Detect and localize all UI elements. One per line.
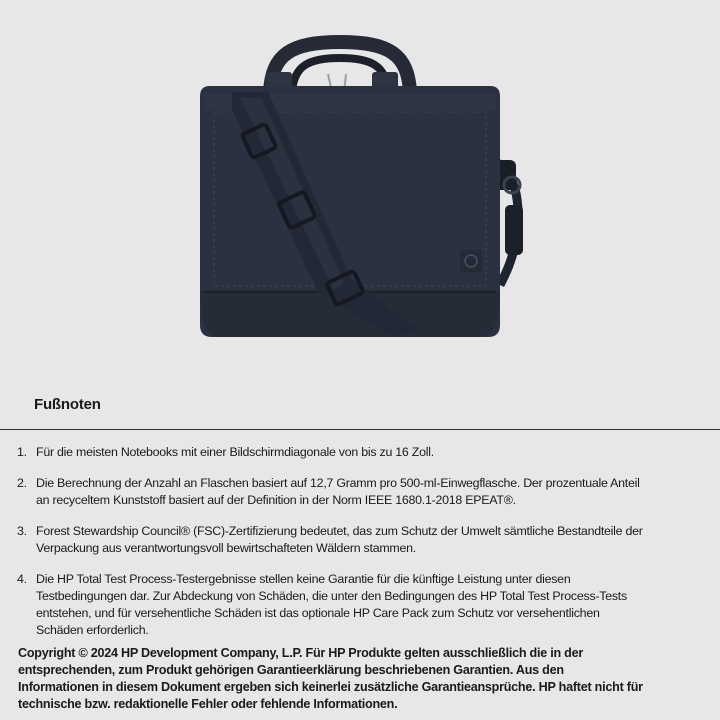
- footnote-line: Schäden erforderlich.: [36, 623, 149, 637]
- footnote-number: 1.: [17, 445, 27, 459]
- footnote-item: [0, 523, 700, 557]
- footnote-line: an recyceltem Kunststoff basiert auf der Definition in der Norm IEEE 1680.1-2018 EPEAT®.: [36, 493, 516, 507]
- footnote-number: 3.: [17, 524, 27, 538]
- footnote-line: Die Berechnung der Anzahl an Flaschen basiert auf 12,7 Gramm pro 500-ml-Einwegflasche. Der prozentuale Anteil: [36, 476, 640, 490]
- footnote-item: [0, 475, 700, 509]
- footnote-number: 2.: [17, 476, 27, 490]
- footnote-line: Für die meisten Notebooks mit einer Bildschirmdiagonale von bis zu 16 Zoll.: [36, 445, 434, 459]
- hp-logo-icon: [460, 250, 482, 272]
- copyright-line: entsprechenden, zum Produkt gehörigen Garantieerklärung beschriebenen Garantien. Aus den: [18, 663, 564, 677]
- footnote-item: [0, 571, 700, 639]
- footnote-line: Testbedingungen dar. Zur Abdeckung von Schäden, die unter den Bedingungen des HP Total Test Process-Tests: [36, 589, 627, 603]
- footnotes-heading: Fußnoten: [34, 396, 101, 413]
- copyright-line: Informationen in diesem Dokument ergeben sich keinerlei zusätzliche Garantieansprüche. HP haftet nicht für: [18, 680, 643, 694]
- footnote-item: [0, 444, 700, 461]
- footnotes-list: [0, 444, 700, 653]
- copyright-notice: [18, 645, 708, 713]
- copyright-line: Copyright © 2024 HP Development Company, L.P. Für HP Produkte gelten ausschließlich die in der: [18, 646, 583, 660]
- footnote-line: entstehen, und für versehentliche Schäden ist das optionale HP Care Pack zum Schutz vor versehentlichen: [36, 606, 600, 620]
- footnote-line: Die HP Total Test Process-Testergebnisse stellen keine Garantie für die künftige Leistung unter diesen: [36, 572, 571, 586]
- footnote-number: 4.: [17, 572, 27, 586]
- footnote-line: Verpackung aus verantwortungsvoll bewirtschafteten Wäldern stammen.: [36, 541, 416, 555]
- footnote-line: Forest Stewardship Council® (FSC)-Zertifizierung bedeutet, das zum Schutz der Umwelt sämtliche Bestandteile der: [36, 524, 643, 538]
- divider: [0, 429, 720, 430]
- copyright-line: technische bzw. redaktionelle Fehler oder fehlende Informationen.: [18, 697, 398, 711]
